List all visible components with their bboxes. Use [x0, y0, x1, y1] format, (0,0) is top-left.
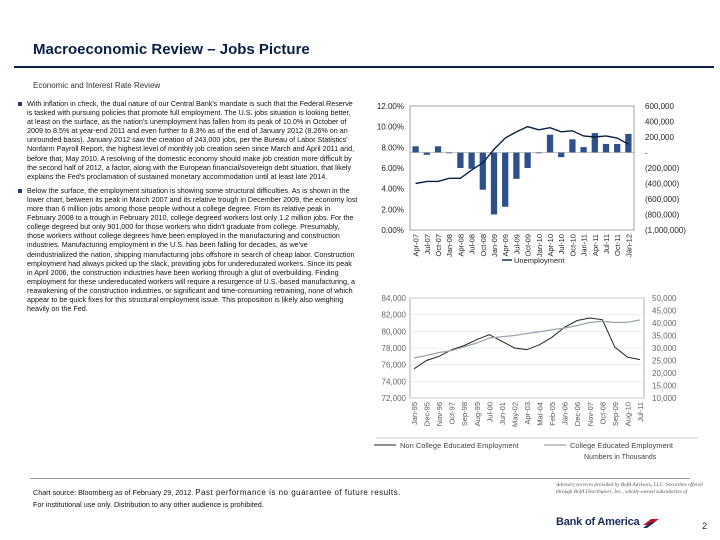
flag-logo-icon — [641, 516, 661, 528]
y-left-tick-label: 10.00% — [376, 122, 404, 132]
x-tick-label: Jan-06 — [560, 402, 570, 425]
y-right-tick-label: 600,000 — [645, 102, 674, 111]
y-left-tick-label: 6.00% — [381, 164, 404, 173]
performance-disclaimer: Past performance is no guarantee of future results. — [195, 488, 401, 497]
x-tick-label: Dec-06 — [573, 402, 583, 427]
bullet-item — [18, 99, 358, 181]
y-right-tick-label: - — [645, 148, 648, 158]
legend-label: Unemployment — [514, 256, 565, 265]
bullet-square-icon — [18, 102, 22, 106]
payroll-bar — [491, 153, 497, 215]
x-tick-label: Oct-07 — [434, 234, 443, 257]
y-right-tick-label: 20,000 — [652, 369, 677, 378]
bullet-text: With inflation in check, the dual nature of our Central Bank's mandate is such that the Federal Reserve is tasked with pursuing policies that promote full employment. The U.S. jobs situation is looking better, at least on the surface, as the nation's unemployment has fallen from its peak of 10.0% in October of 2009 to 8.5% at year-end 2011 and even further to 8.3% as of the end of January 2012 (8.26% on an unrounded basis). January 2012 saw the creation of 243,000 jobs, per the Bureau of Labor Statistics' Nonfarm Payroll Report, the highest level of monthly job creation seen since March and April 2011 and, before that, May 2010. A resolving of the domestic economy should make job creation more difficult by the second half of 2012, a factor, along with the European financial/sovereign debt situation, that likely explains the Fed's proclamation of sustained monetary accommodation until at least late 2014. — [27, 99, 355, 181]
x-tick-label: Oct-08 — [598, 402, 608, 425]
payroll-bar — [603, 144, 609, 153]
x-tick-label: Apr-09 — [501, 234, 511, 257]
y-right-tick-label: 35,000 — [652, 331, 677, 341]
y-left-tick-label: 2.00% — [381, 205, 404, 215]
x-tick-label: Jan-09 — [490, 234, 499, 257]
y-left-tick-label: 82,000 — [381, 310, 406, 320]
payroll-bar — [480, 153, 486, 190]
y-right-tick-label: (800,000) — [645, 210, 680, 220]
payroll-bar — [435, 146, 441, 152]
x-tick-label: Jul-08 — [467, 234, 477, 255]
payroll-bar — [524, 153, 530, 169]
payroll-bar — [502, 153, 508, 207]
chart-source: Chart source: Bloomberg as of February 29, 2012. — [33, 488, 194, 497]
y-right-tick-label: (1,000,000) — [645, 226, 686, 235]
y-right-tick-label: 40,000 — [652, 319, 677, 328]
y-left-tick-label: 76,000 — [381, 360, 406, 370]
payroll-bar — [569, 139, 575, 152]
title-divider — [14, 66, 714, 68]
y-right-tick-label: 30,000 — [652, 344, 677, 353]
commentary-bullets — [18, 99, 358, 318]
y-left-tick-label: 78,000 — [381, 344, 406, 353]
x-tick-label: Oct-11 — [613, 234, 623, 256]
logo-text: Bank of America — [556, 516, 640, 528]
payroll-bar — [614, 144, 620, 153]
x-tick-label: Jul-11 — [636, 402, 645, 422]
y-right-tick-label: 200,000 — [645, 133, 674, 142]
advisory-disclaimer: Advisory services provided by BofA Advisors, LLC. Securities offered through BofA Distributors, Inc., wholly-owned subsidiaries of — [556, 482, 703, 495]
y-right-tick-label: 50,000 — [652, 294, 677, 303]
x-tick-label: Aug-10 — [623, 402, 633, 427]
bank-logo — [556, 515, 661, 529]
x-tick-label: Oct-08 — [478, 234, 488, 257]
footer-divider — [30, 478, 690, 479]
y-right-tick-label: (400,000) — [645, 179, 680, 189]
y-right-tick-label: 400,000 — [645, 117, 674, 127]
y-right-tick-label: (600,000) — [645, 195, 680, 204]
legend-label-non-college: Non College Educated Employment — [400, 441, 519, 450]
y-left-tick-label: 8.00% — [381, 143, 404, 153]
x-tick-label: Apr-10 — [546, 234, 555, 257]
x-tick-label: Sep-09 — [610, 402, 620, 427]
x-tick-label: Jan-10 — [534, 234, 544, 257]
x-tick-label: Apr-07 — [411, 234, 421, 257]
y-right-tick-label: (200,000) — [645, 164, 680, 173]
x-tick-label: Jul-00 — [485, 402, 495, 423]
x-tick-label: Jul-10 — [557, 234, 567, 255]
x-tick-label: Jul-11 — [602, 234, 611, 254]
x-tick-label: Aug-99 — [472, 402, 482, 427]
page-number: 2 — [702, 521, 708, 531]
x-tick-label: May-02 — [510, 402, 520, 428]
page-title: Macroeconomic Review – Jobs Picture — [33, 41, 310, 58]
x-tick-label: Feb-05 — [548, 402, 558, 426]
y-left-tick-label: 12.00% — [376, 102, 404, 111]
bullet-item — [18, 186, 358, 313]
x-tick-label: Jan-12 — [624, 234, 634, 257]
bullet-square-icon — [18, 189, 22, 193]
page-subtitle: Economic and Interest Rate Review — [33, 81, 161, 90]
payroll-bar — [457, 153, 463, 169]
x-tick-label: Dec-95 — [422, 402, 432, 427]
x-tick-label: Apr-11 — [590, 234, 600, 256]
units-note: Numbers in Thousands — [584, 454, 657, 461]
chart-source-line — [33, 488, 401, 497]
x-tick-label: Oct-10 — [568, 234, 578, 257]
x-tick-label: Jan-95 — [410, 402, 419, 425]
payroll-bar — [513, 153, 519, 179]
payroll-bar — [412, 146, 418, 152]
x-tick-label: Sep-98 — [460, 402, 470, 427]
y-left-tick-label: 72,000 — [381, 394, 406, 403]
payroll-bar — [547, 135, 553, 153]
payroll-bar — [580, 147, 586, 152]
institutional-notice: For institutional use only. Distribution to any other audience is prohibited. — [33, 500, 264, 509]
payroll-bar — [468, 153, 474, 169]
x-tick-label: Mar-04 — [535, 402, 545, 426]
x-tick-label: Nov-96 — [435, 402, 445, 427]
x-tick-label: Jul-09 — [512, 234, 522, 255]
y-right-tick-label: 45,000 — [652, 306, 677, 316]
x-tick-label: Jan-08 — [445, 234, 455, 257]
y-left-tick-label: 4.00% — [381, 184, 404, 194]
payroll-bar — [558, 153, 564, 158]
y-right-tick-label: 15,000 — [652, 381, 677, 391]
legend-label-college: College Educated Employment — [570, 441, 673, 450]
y-right-tick-label: 25,000 — [652, 356, 677, 366]
payroll-bar — [424, 153, 430, 155]
x-tick-label: Apr-03 — [523, 402, 532, 425]
y-left-tick-label: 0.00% — [381, 226, 404, 235]
x-tick-label: Oct-97 — [447, 402, 457, 425]
x-tick-label: Oct-09 — [523, 234, 533, 257]
bullet-text: Below the surface, the employment situation is showing some structural difficulties. As is shown in the lower chart, between its peak in March 2007 and its relative trough in December 2009, the economy lost more than 6 million jobs among those people without a college degree. From its relative peak in February 2008 to a trough in February 2010, college degreed workers lost only 1.2 million jobs. For the college degreed but only 901,000 for those workers who didn't graduate from college. Presumably, those workers without college degrees have been employed in the manufacturing and construction industries. Manufacturing employment in the U.S. has been falling for decades, as we've deindustrialized the nation, shipping manufacturing jobs offshore in search of cheap labor. Construction employment had always picked up the slack, providing jobs for undereducated workers. Since its peak in April 2006, the construction industries have been working through a glut of overbuilding. Finding employment for these undereducated workers will require a resurgence of U.S.-based manufacturing, a reawakening of the construction industries, or significant and time-consuming retraining, none of which appear to be quick fixes for this structural employment issue. This proposition is likely also weighing heavily on the Fed. — [27, 185, 358, 314]
y-left-tick-label: 84,000 — [381, 294, 406, 303]
x-tick-label: Apr-08 — [456, 234, 466, 257]
y-right-tick-label: 10,000 — [652, 394, 677, 403]
header-band — [0, 0, 720, 72]
x-tick-label: Jul-07 — [422, 234, 432, 255]
x-tick-label: Jun-01 — [497, 402, 507, 425]
y-left-tick-label: 74,000 — [381, 377, 406, 387]
education-employment-chart — [366, 288, 706, 474]
payroll-bar — [592, 133, 598, 152]
plot-area — [410, 106, 634, 230]
unemployment-payrolls-chart — [366, 96, 706, 281]
y-left-tick-label: 80,000 — [381, 327, 406, 337]
x-tick-label: Jan-11 — [579, 234, 589, 257]
x-tick-label: Nov-07 — [585, 402, 595, 427]
